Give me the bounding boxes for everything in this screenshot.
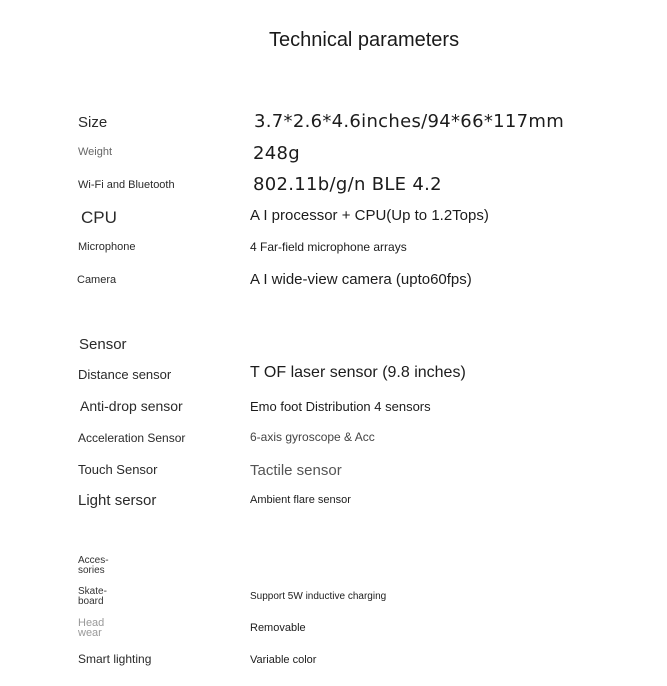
spec-value-cpu: A I processor + CPU(Up to 1.2Tops) [250,207,489,224]
accessories-heading-line-2: sories [78,565,105,576]
sensor-label-light: Light sersor [78,492,157,509]
spec-label-size: Size [78,114,108,131]
sensor-label-touch: Touch Sensor [78,462,158,477]
spec-label-microphone: Microphone [78,241,136,253]
accessories-heading [78,556,109,576]
page-title: Technical parameters [269,29,460,51]
spec-value-weight: 248g [253,143,300,164]
sensor-value-touch: Tactile sensor [250,462,342,479]
spec-label-camera: Camera [77,274,117,286]
sensor-value-anti-drop: Emo foot Distribution 4 sensors [250,399,431,414]
sensor-label-anti-drop: Anti-drop sensor [80,398,183,414]
spec-label-wifi-bluetooth: Wi-Fi and Bluetooth [78,179,175,191]
sensor-label-distance: Distance sensor [78,367,172,382]
accessory-label-skateboard [78,587,107,607]
spec-value-size: 3.7*2.6*4.6inches/94*66*117mm [254,111,565,132]
accessory-label-headwear-line-2: wear [78,627,102,639]
accessory-label-skateboard-line-2: board [78,596,104,607]
sensor-value-distance: T OF laser sensor (9.8 inches) [250,364,466,381]
accessory-value-skateboard: Support 5W inductive charging [250,591,387,602]
accessory-label-skateboard-line-1: Skate- [78,586,107,597]
sensor-label-acceleration: Acceleration Sensor [78,431,186,445]
accessory-label-headwear [78,618,104,638]
spec-value-microphone: 4 Far-field microphone arrays [250,240,407,254]
accessory-label-headwear-line-1: Head [78,617,105,629]
spec-value-wifi-bluetooth: 802.11b/g/n BLE 4.2 [253,174,442,195]
spec-value-camera: A I wide-view camera (upto60fps) [250,271,472,288]
sensor-value-light: Ambient flare sensor [250,494,351,506]
spec-label-weight: Weight [78,146,113,158]
accessory-label-smart-lighting: Smart lighting [78,652,152,666]
spec-label-cpu: CPU [81,208,117,227]
accessory-value-smart-lighting: Variable color [250,654,317,666]
sensor-heading: Sensor [79,336,127,353]
accessories-heading-line-1: Acces- [78,555,109,566]
sensor-value-acceleration: 6-axis gyroscope & Acc [250,430,375,444]
accessory-value-headwear: Removable [250,622,306,634]
